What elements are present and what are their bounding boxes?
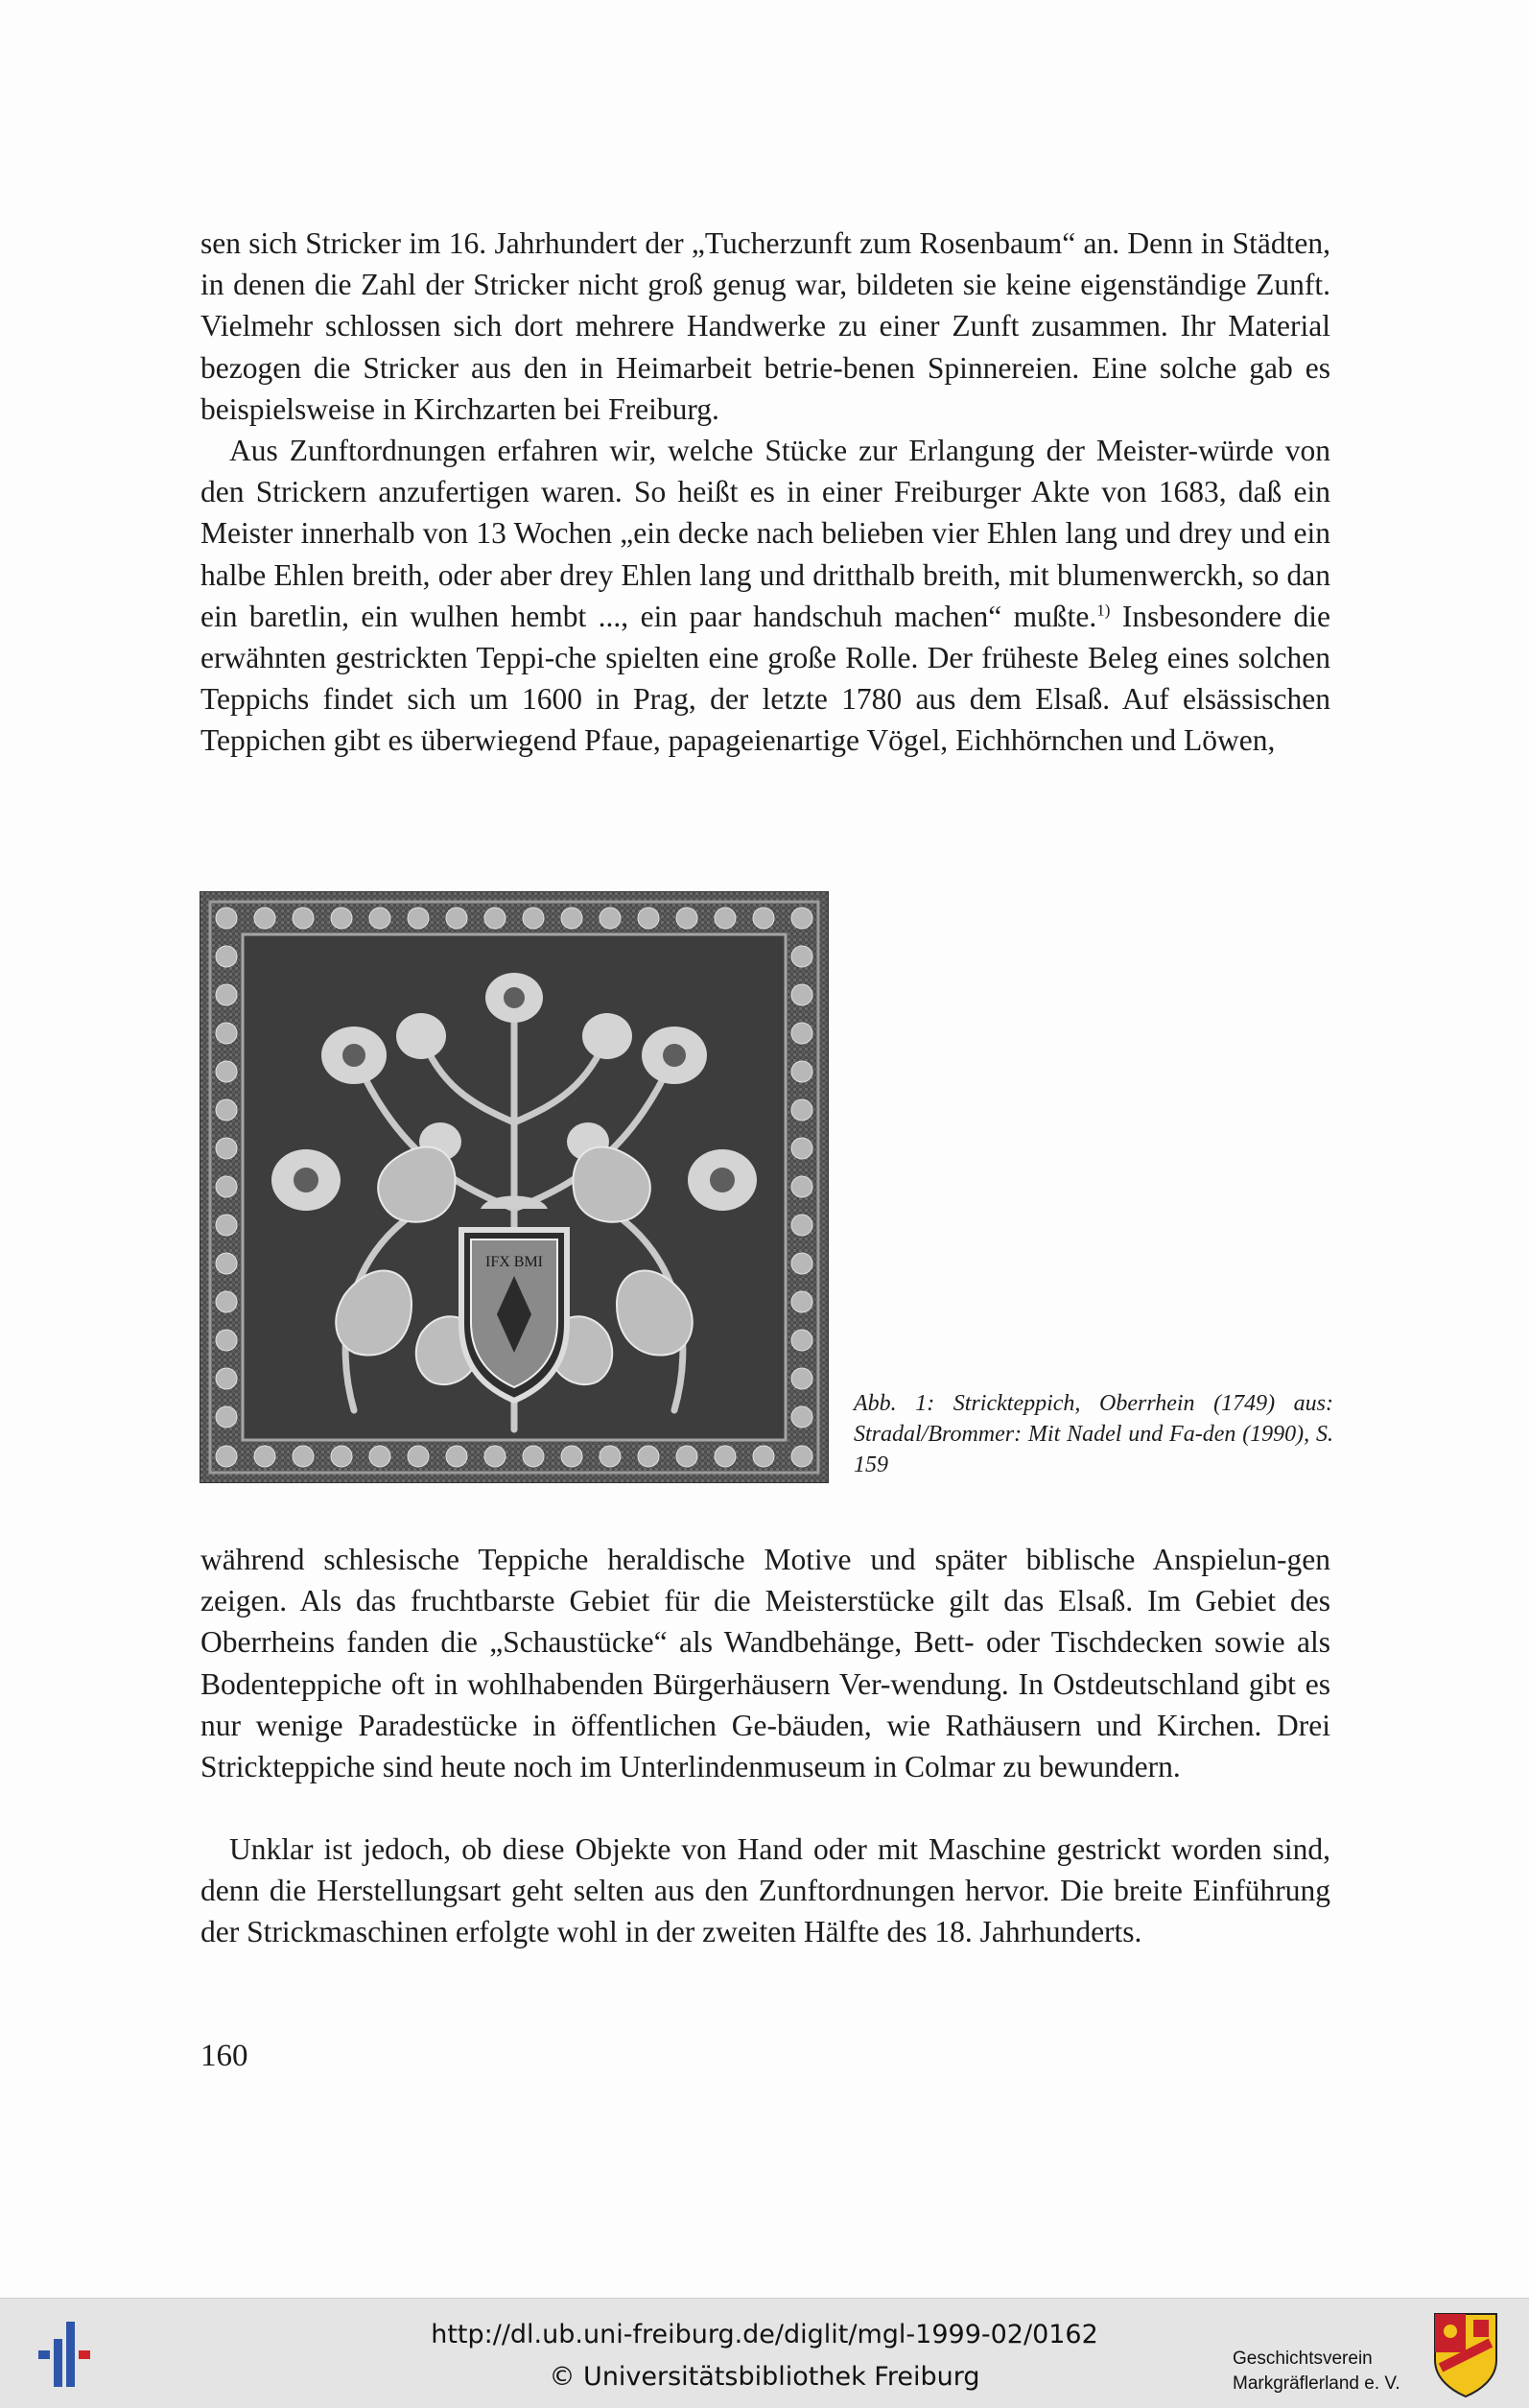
page-number: 160	[200, 2039, 248, 2073]
border-rosette	[791, 908, 812, 929]
figure-knitted-carpet	[200, 891, 829, 1483]
footnote-reference[interactable]: 1)	[1096, 601, 1111, 620]
border-rosette	[715, 908, 736, 929]
border-rosette	[676, 908, 697, 929]
border-rosette	[216, 1253, 237, 1274]
border-rosette	[216, 1061, 237, 1082]
coat-of-arms-icon	[1431, 2310, 1500, 2398]
border-rosette	[216, 1330, 237, 1351]
border-rosette	[791, 946, 812, 967]
border-rosette	[600, 908, 621, 929]
border-rosette	[484, 1446, 506, 1467]
border-rosette	[369, 1446, 390, 1467]
border-rosette	[715, 1446, 736, 1467]
border-rosette	[408, 908, 429, 929]
border-rosette	[791, 1061, 812, 1082]
border-rosette	[216, 1023, 237, 1044]
border-rosette	[791, 1138, 812, 1159]
figure-caption: Abb. 1: Strickteppich, Oberrhein (1749) aus: Stradal/Brommer: Mit Nadel und Fa-den (1990), S. 159	[854, 1391, 1333, 1477]
society-name	[1233, 2347, 1400, 2396]
carpet-illustration	[200, 892, 828, 1482]
border-rosette	[753, 1446, 774, 1467]
border-rosette	[791, 1330, 812, 1351]
border-rosette	[216, 1291, 237, 1312]
border-rosette	[446, 1446, 467, 1467]
border-rosette	[216, 1176, 237, 1197]
border-rosette	[216, 1406, 237, 1428]
border-rosette	[561, 908, 582, 929]
border-rosette	[216, 908, 237, 929]
paragraph-2-text: Aus Zunftordnungen erfahren wir, welche Stücke zur Erlangung der Meister-würde von den Strickern anzufertigen waren. So heißt es in einer Freiburger Akte von 1683, daß ein Meister innerhalb von 13 Wochen „ein decke nach belieben vier Ehlen lang und drey und ein halbe Ehlen breith, oder aber drey Ehlen lang und dritthalb breith, mit blumenwerckh, so dan ein baretlin, ein wulhen hembt ..., ein paar handschuh machen“ mußte.	[200, 434, 1330, 633]
border-rosette	[484, 908, 506, 929]
society-name-line-1: Geschichtsverein	[1233, 2349, 1373, 2369]
border-rosette	[216, 1215, 237, 1236]
border-rosette	[791, 1368, 812, 1389]
border-rosette	[791, 1291, 812, 1312]
border-rosette	[293, 1446, 314, 1467]
border-rosette	[254, 1446, 275, 1467]
border-rosette	[791, 1099, 812, 1121]
border-rosette	[638, 1446, 659, 1467]
border-rosette	[791, 1253, 812, 1274]
border-rosette	[293, 908, 314, 929]
shield-inscription: IFX BMI	[484, 1254, 544, 1270]
border-rosette	[676, 1446, 697, 1467]
paragraph-4: Unklar ist jedoch, ob diese Objekte von Hand oder mit Maschine gestrickt worden sind, denn die Herstellungsart geht selten aus den Zunftordnungen hervor. Die breite Einführung der Strickmaschinen erfolgte wohl in der zweiten Hälfte des 18. Jahrhunderts.	[200, 1832, 1330, 1949]
document-url-link[interactable]: http://dl.ub.uni-freiburg.de/diglit/mgl-1999-02/0162	[431, 2320, 1098, 2349]
border-rosette	[408, 1446, 429, 1467]
border-rosette	[369, 908, 390, 929]
border-rosette	[216, 984, 237, 1005]
footer-bar	[0, 2298, 1529, 2408]
border-rosette	[331, 1446, 352, 1467]
paragraph-2	[200, 430, 1330, 762]
copyright-text: © Universitätsbibliothek Freiburg	[549, 2362, 980, 2392]
border-rosette	[561, 1446, 582, 1467]
border-rosette	[446, 908, 467, 929]
border-rosette	[216, 1138, 237, 1159]
paragraph-1: sen sich Stricker im 16. Jahrhundert der „Tucherzunft zum Rosenbaum“ an. Denn in Städten, in denen die Zahl der Stricker nicht groß genug war, bildeten sie keine eigenständige Zunft. Vielmehr schlossen sich dort mehrere Handwerke zu einer Zunft zusammen. Ihr Material bezogen die Stricker aus den in Heimarbeit betrie-benen Spinnereien. Eine solche gab es beispielsweise in Kirchzarten bei Freiburg.	[200, 226, 1330, 426]
society-name-line-2: Markgräflerland e. V.	[1233, 2373, 1400, 2394]
border-rosette	[216, 1368, 237, 1389]
border-rosette	[791, 1446, 812, 1467]
border-rosette	[216, 1446, 237, 1467]
paragraph-2-continuation: Insbesondere die erwähnten gestrickten Teppi-che spielten eine große Rolle. Der früheste Beleg eines solchen Teppichs findet sich um 1600 in Prag, der letzte 1780 aus dem Elsaß. Auf elsässischen Teppichen gibt es überwiegend Pfaue, papageienartige Vögel, Eichhörnchen und Löwen,	[200, 599, 1330, 758]
border-rosette	[791, 1215, 812, 1236]
border-rosette	[791, 1406, 812, 1428]
border-rosette	[523, 1446, 544, 1467]
border-rosette	[216, 946, 237, 967]
border-rosette	[791, 984, 812, 1005]
border-rosette	[254, 908, 275, 929]
border-rosette	[753, 908, 774, 929]
paragraph-3: während schlesische Teppiche heraldische Motive und später biblische Anspielun-gen zeigen. Als das fruchtbarste Gebiet für die Meisterstücke gilt das Elsaß. Im Gebiet des Oberrheins fanden die „Schaustücke“ als Wandbehänge, Bett- oder Tischdecken sowie als Bodenteppiche oft in wohlhabenden Bürgerhäusern Ver-wendung. In Ostdeutschland gibt es nur wenige Paradestücke in öffentlichen Ge-bäuden, wie Rathäusern und Kirchen. Drei Strickteppiche sind heute noch im Unterlindenmuseum in Colmar zu bewundern.	[200, 1543, 1330, 1784]
border-rosette	[638, 908, 659, 929]
border-rosette	[791, 1176, 812, 1197]
border-rosette	[523, 908, 544, 929]
border-rosette	[216, 1099, 237, 1121]
border-rosette	[791, 1023, 812, 1044]
border-rosette	[600, 1446, 621, 1467]
border-rosette	[331, 908, 352, 929]
